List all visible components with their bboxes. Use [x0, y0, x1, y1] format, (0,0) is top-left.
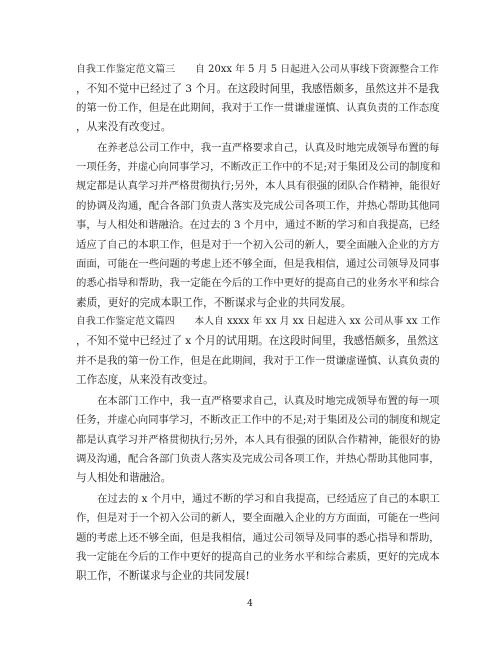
paragraph-line: 并不是我的第一份工作，但是在此期间，我对于工作一贯谦虚谨慎、认真负责的	[76, 355, 440, 367]
paragraph-line: ，不知不觉中已经过了 x 个月的试用期。在这段时间里，我感悟颇多，虽然这	[76, 335, 439, 347]
section-three-heading-line: 自我工作鉴定范文篇三 自 20xx 年 5 月 5 日起进入公司从事线下资源整合工作	[76, 64, 439, 75]
paragraph-line: 作，但是对于一个初入公司的新人，要全面融入企业的方方面面，可能在一些问	[76, 512, 440, 524]
paragraph-line: 任务，并虚心向同事学习，不断改正工作中的不足;对于集团及公司的制度和规定	[76, 414, 441, 426]
paragraph-line: 面面，可能在一些问题的考虑上还不够全面，但是我相信，通过公司领导及同事	[76, 258, 440, 270]
paragraph-line: 的第一份工作，但是在此期间，我对于工作一贯谦虚谨慎、认真负责的工作态度	[76, 102, 440, 114]
paragraph-line: 与人相处和谐融洽。	[76, 472, 172, 484]
page-number: 4	[247, 599, 253, 609]
paragraph-line: 在本部门工作中，我一直严格要求自己，认真及时地完成领导布置的每一项	[97, 395, 440, 407]
paragraph-line: ，从来没有改变过。	[76, 121, 172, 133]
section-four-heading-line: 自我工作鉴定范文篇四 本人自 xxxx 年 xx 月 xx 日起进入 xx 公司从事 xx 工作	[76, 316, 441, 327]
paragraph-line: 的协调及沟通，配合各部门负责人落实及完成公司各项工作，并热心帮助其他同	[76, 200, 440, 212]
paragraph-line: 工作态度，从来没有改变过。	[76, 374, 214, 386]
paragraph-line: 事，与人相处和谐融洽。在过去的 3 个月中，通过不断的学习和自我提高，已经	[76, 219, 440, 231]
paragraph-line: 在养老总公司工作中，我一直严格要求自己，认真及时地完成领导布置的每	[97, 142, 440, 154]
paragraph-line: 题的考虑上还不够全面，但是我相信，通过公司领导及同事的悉心指导和帮助，	[76, 532, 440, 544]
paragraph-line: 的悉心指导和帮助，我一定能在今后的工作中更好的提高自己的业务水平和综合	[76, 277, 440, 289]
paragraph-line: 一项任务，并虚心向同事学习，不断改正工作中的不足;对于集团及公司的制度和	[76, 161, 441, 173]
paragraph-line: 在过去的 x 个月中，通过不断的学习和自我提高，已经适应了自己的本职工	[97, 493, 440, 505]
paragraph-line: 都是认真学习并严格贯彻执行;另外，本人具有很强的团队合作精神，能很好的协	[76, 434, 441, 446]
paragraph-line: 调及沟通，配合各部门负责人落实及完成公司各项工作，并热心帮助其他同事，	[76, 453, 440, 465]
paragraph-line: 适应了自己的本职工作，但是对于一个初入公司的新人，要全面融入企业的方方	[76, 239, 440, 251]
paragraph-line: 素质，更好的完成本职工作，不断谋求与企业的共同发展。	[76, 297, 352, 309]
paragraph-line: 规定都是认真学习并严格贯彻执行;另外，本人具有很强的团队合作精神，能很好	[76, 180, 441, 192]
paragraph-line: 职工作，不断谋求与企业的共同发展!	[76, 570, 250, 582]
paragraph-line: 我一定能在今后的工作中更好的提高自己的业务水平和综合素质，更好的完成本	[76, 551, 440, 563]
paragraph-line: ，不知不觉中已经过了 3 个月。在这段时间里，我感悟颇多，虽然这并不是我	[76, 83, 440, 95]
